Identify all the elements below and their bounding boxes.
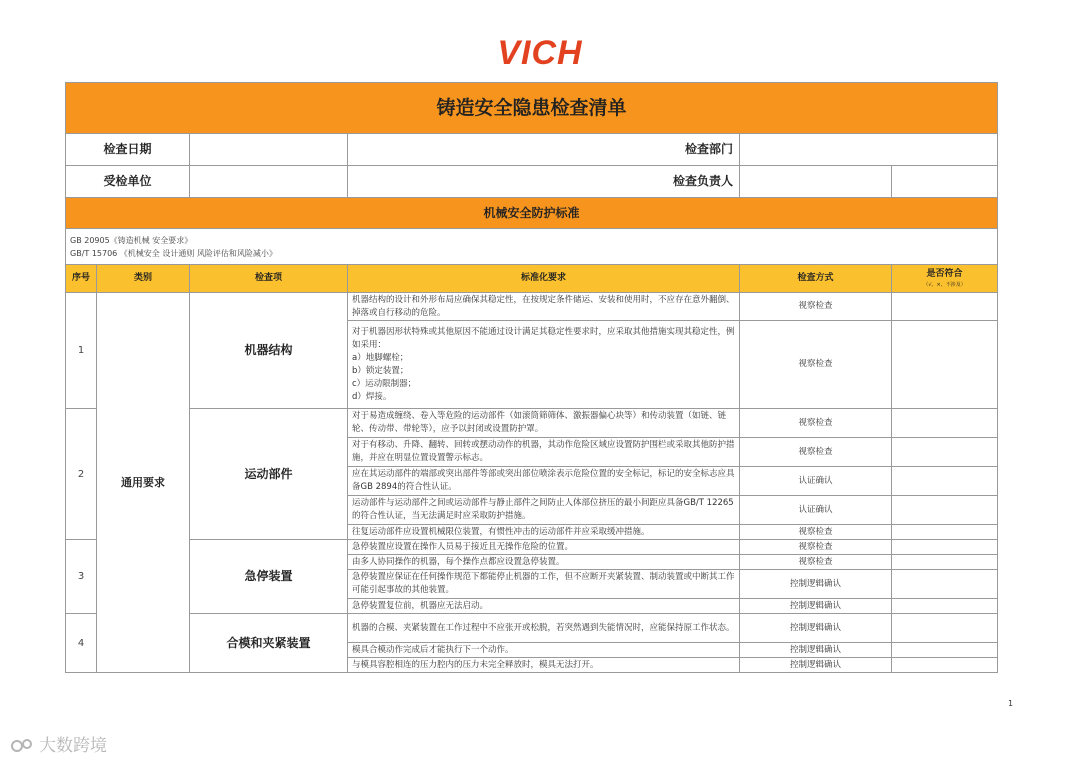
- requirement-cell: [348, 293, 740, 321]
- inspected-unit-field[interactable]: [190, 166, 348, 198]
- compliance-cell[interactable]: [892, 570, 998, 599]
- reference-line: GB/T 15706 《机械安全 设计通则 风险评估和风险减小》: [70, 248, 277, 258]
- table-row: [66, 409, 998, 438]
- requirement-text: 往复运动部件应设置机械限位装置，有惯性冲击的运动部件并应采取缓冲措施。: [352, 526, 650, 537]
- inspection-lead-label: 检查负责人: [348, 166, 740, 198]
- requirement-list-item: d）焊接。: [352, 391, 392, 402]
- compliance-cell[interactable]: [892, 614, 998, 643]
- vich-logo: [470, 34, 610, 70]
- requirement-cell: [348, 467, 740, 496]
- requirement-text: 对于有移动、升降、翻转、回转或摆动动作的机器，其动作危险区域应设置防护围栏或采取其他防护措施，并应在明显位置设置警示标志。: [352, 440, 735, 463]
- row-seq-number: 2: [66, 409, 97, 540]
- requirement-text: 急停装置应保证在任何操作规范下都能停止机器的工作，但不应断开夹紧装置、制动装置或中断其工作可能引起事故的其他装置。: [352, 572, 735, 595]
- method-cell: 视察检查: [740, 438, 892, 467]
- requirement-cell: [348, 525, 740, 540]
- inspection-date-label: 检查日期: [66, 134, 190, 166]
- checklist-sheet: [65, 82, 997, 673]
- watermark: [10, 731, 107, 756]
- requirement-text: 机器的合模、夹紧装置在工作过程中不应张开或松脱，若突然遇到失能情况时，应能保持原工作状态。: [352, 622, 735, 633]
- inspected-unit-label: 受检单位: [66, 166, 190, 198]
- method-cell: 视察检查: [740, 321, 892, 409]
- row-seq-number: 4: [66, 614, 97, 673]
- header-requirement: 标准化要求: [348, 265, 740, 293]
- method-cell: 控制逻辑确认: [740, 614, 892, 643]
- compliance-cell[interactable]: [892, 438, 998, 467]
- compliance-cell[interactable]: [892, 467, 998, 496]
- requirement-text: 急停装置应设置在操作人员易于接近且无操作危险的位置。: [352, 541, 574, 552]
- requirement-cell: [348, 496, 740, 525]
- method-cell: 视察检查: [740, 525, 892, 540]
- requirement-text: 对于易造成缠绕、卷入等危险的运动部件（如滚筒筛筛体、激振器偏心块等）和传动装置（如链、链轮、传动带、带轮等），应予以封闭或设置防护罩。: [352, 411, 727, 434]
- requirement-cell: [348, 409, 740, 438]
- inspection-date-field[interactable]: [190, 134, 348, 166]
- compliance-cell[interactable]: [892, 496, 998, 525]
- requirement-cell: [348, 438, 740, 467]
- row-seq-number: 1: [66, 293, 97, 409]
- requirement-list-item: c）运动限制器；: [352, 378, 417, 389]
- logo-text: VICH: [497, 34, 583, 70]
- checklist-table: [65, 82, 998, 673]
- table-row: [66, 614, 998, 643]
- header-item: 检查项: [190, 265, 348, 293]
- watermark-logo-icon: [10, 737, 36, 755]
- requirement-cell: [348, 599, 740, 614]
- requirement-cell: [348, 643, 740, 658]
- compliance-cell[interactable]: [892, 643, 998, 658]
- requirement-text: 机器结构的设计和外形布局应确保其稳定性，在按规定条件储运、安装和使用时，不应存在意外翻倒、掉落或自行移动的危险。: [352, 294, 735, 318]
- method-cell: 视察检查: [740, 293, 892, 321]
- inspection-dept-label: 检查部门: [348, 134, 740, 166]
- requirement-cell: [348, 555, 740, 570]
- method-cell: 视察检查: [740, 555, 892, 570]
- method-cell: 视察检查: [740, 409, 892, 438]
- category-cell: 通用要求: [97, 293, 190, 673]
- compliance-cell[interactable]: [892, 525, 998, 540]
- method-cell: 控制逻辑确认: [740, 643, 892, 658]
- compliance-cell[interactable]: [892, 540, 998, 555]
- compliance-cell[interactable]: [892, 599, 998, 614]
- requirement-text: 对于机器因形状特殊或其他原因不能通过设计满足其稳定性要求时，应采取其他措施实现其稳定性，例如采用：: [352, 326, 735, 350]
- table-row: [66, 540, 998, 555]
- requirement-text: 模具合模动作完成后才能执行下一个动作。: [352, 644, 514, 655]
- requirement-cell: [348, 540, 740, 555]
- method-cell: 认证确认: [740, 467, 892, 496]
- check-item-cell: 合模和夹紧装置: [190, 614, 348, 673]
- section-title: 机械安全防护标准: [66, 198, 998, 229]
- inspection-lead-extra-field[interactable]: [892, 166, 998, 198]
- method-cell: 控制逻辑确认: [740, 599, 892, 614]
- requirement-text: 应在其运动部件的端部或突出部件等部或突出部位喷涂表示危险位置的安全标记，标记的安全标志应具备GB 2894的符合性认证。: [352, 469, 735, 492]
- compliance-cell[interactable]: [892, 321, 998, 409]
- requirement-cell: [348, 321, 740, 409]
- header-compliance-label: 是否符合: [926, 269, 963, 279]
- requirement-text: 与模具容腔相连的压力腔内的压力未完全释放时，模具无法打开。: [352, 659, 599, 670]
- method-cell: 视察检查: [740, 540, 892, 555]
- requirement-text: 急停装置复位前，机器应无法启动。: [352, 600, 489, 611]
- compliance-cell[interactable]: [892, 293, 998, 321]
- header-compliance-note: （√、×、不涉及）: [923, 282, 966, 288]
- table-header-row: [66, 265, 998, 293]
- compliance-cell[interactable]: [892, 658, 998, 673]
- requirement-list-item: a）地脚螺栓；: [352, 352, 409, 363]
- page-number: 1: [1008, 699, 1014, 708]
- method-cell: 控制逻辑确认: [740, 658, 892, 673]
- header-category: 类别: [97, 265, 190, 293]
- row-seq-number: 3: [66, 540, 97, 614]
- inspection-lead-field[interactable]: [740, 166, 892, 198]
- requirement-text: 运动部件与运动部件之间或运动部件与静止部件之间防止人体部位挤压的最小间距应具备GB/T 12265的符合性认证，当无法满足时应采取防护措施。: [352, 498, 734, 521]
- reference-line: GB 20905《铸造机械 安全要求》: [70, 235, 193, 245]
- watermark-text: 大数跨境: [39, 736, 107, 756]
- compliance-cell[interactable]: [892, 555, 998, 570]
- requirement-cell: [348, 658, 740, 673]
- standard-references: [66, 229, 998, 265]
- header-method: 检查方式: [740, 265, 892, 293]
- check-item-cell: 运动部件: [190, 409, 348, 540]
- requirement-text: 由多人协同操作的机器，每个操作点都应设置急停装置。: [352, 556, 565, 567]
- method-cell: 控制逻辑确认: [740, 570, 892, 599]
- method-cell: 认证确认: [740, 496, 892, 525]
- table-row: [66, 293, 998, 321]
- compliance-cell[interactable]: [892, 409, 998, 438]
- check-item-cell: 机器结构: [190, 293, 348, 409]
- header-compliance: [892, 265, 998, 293]
- requirement-cell: [348, 614, 740, 643]
- requirement-list-item: b）锁定装置；: [352, 365, 409, 376]
- requirement-cell: [348, 570, 740, 599]
- header-seq: 序号: [66, 265, 97, 293]
- check-item-cell: 急停装置: [190, 540, 348, 614]
- inspection-dept-field[interactable]: [740, 134, 998, 166]
- page-title: 铸造安全隐患检查清单: [66, 83, 998, 134]
